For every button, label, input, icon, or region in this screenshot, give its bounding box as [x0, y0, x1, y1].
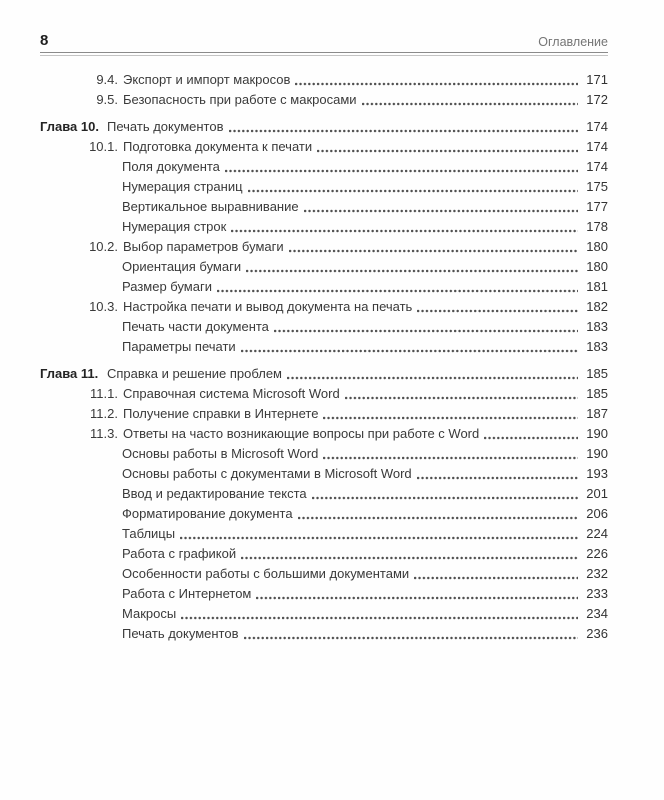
entry-page: 185: [586, 386, 608, 401]
toc-entry: [0, 624, 664, 644]
entry-page: 201: [586, 486, 608, 501]
entry-title: Размер бумаги: [122, 279, 212, 294]
entry-title: Экспорт и импорт макросов: [123, 72, 291, 87]
entry-title: Форматирование документа: [122, 506, 293, 521]
dot-leader: [229, 129, 579, 133]
entry-title: Справка и решение проблем: [107, 366, 282, 381]
entry-page: 171: [586, 72, 608, 87]
entry-title: Нумерация строк: [122, 219, 227, 234]
entry-title: Вертикальное выравнивание: [122, 199, 299, 214]
dot-leader: [248, 189, 578, 193]
dot-leader: [417, 309, 578, 313]
toc-entry: [0, 177, 664, 197]
dot-leader: [289, 249, 578, 253]
entry-title: Работа с Интернетом: [122, 586, 252, 601]
toc-entry: [0, 524, 664, 544]
entry-page: 236: [586, 626, 608, 641]
entry-page: 234: [586, 606, 608, 621]
toc-entry: [0, 384, 664, 404]
toc-entry: [0, 257, 664, 277]
entry-page: 174: [586, 139, 608, 154]
toc-entry: [0, 444, 664, 464]
dot-leader: [417, 476, 578, 480]
dot-leader: [274, 329, 578, 333]
toc-entry: [0, 137, 664, 157]
toc-entry: [0, 157, 664, 177]
entry-page: 174: [586, 119, 608, 134]
toc-entry: [0, 277, 664, 297]
dot-leader: [323, 416, 578, 420]
entry-page: 180: [586, 239, 608, 254]
dot-leader: [246, 269, 578, 273]
entry-page: 187: [586, 406, 608, 421]
toc-entry: [0, 464, 664, 484]
toc-entry: [0, 584, 664, 604]
entry-title: Поля документа: [122, 159, 220, 174]
entry-page: 233: [586, 586, 608, 601]
entry-title: Нумерация страниц: [122, 179, 243, 194]
entry-title: Подготовка документа к печати: [123, 139, 313, 154]
dot-leader: [287, 376, 578, 380]
entry-page: 226: [586, 546, 608, 561]
toc-entry: [0, 364, 664, 384]
entry-title: Печать документов: [122, 626, 239, 641]
entry-title: Ввод и редактирование текста: [122, 486, 307, 501]
toc-entry: [0, 217, 664, 237]
entry-number: 11.1.: [90, 386, 118, 401]
entry-number: 11.2.: [90, 406, 118, 421]
dot-leader: [217, 289, 578, 293]
entry-title: Настройка печати и вывод документа на печать: [123, 299, 413, 314]
dot-leader: [414, 576, 578, 580]
entry-page: 190: [586, 446, 608, 461]
entry-title: Параметры печати: [122, 339, 236, 354]
toc-entry: [0, 484, 664, 504]
entry-page: 175: [586, 179, 608, 194]
entry-page: 178: [586, 219, 608, 234]
entry-title: Особенности работы с большими документами: [122, 566, 410, 581]
entry-page: 232: [586, 566, 608, 581]
toc-entry: [0, 604, 664, 624]
entry-title: Основы работы с документами в Microsoft Word: [122, 466, 412, 481]
toc-entry: [0, 504, 664, 524]
entry-title: Работа с графикой: [122, 546, 237, 561]
toc-entry: [0, 564, 664, 584]
chapter-label: Глава 10.: [40, 119, 99, 134]
entry-page: 182: [586, 299, 608, 314]
page-header: [40, 0, 608, 48]
entry-title: Основы работы в Microsoft Word: [122, 446, 319, 461]
dot-leader: [317, 149, 578, 153]
entry-title: Получение справки в Интернете: [123, 406, 319, 421]
toc-entry: [0, 70, 664, 90]
entry-title: Печать документов: [107, 119, 224, 134]
dot-leader: [241, 556, 578, 560]
dot-leader: [304, 209, 578, 213]
entry-page: 224: [586, 526, 608, 541]
toc-entry: [0, 197, 664, 217]
toc-list: [0, 70, 664, 644]
entry-title: Безопасность при работе с макросами: [123, 92, 357, 107]
dot-leader: [244, 636, 579, 640]
entry-number: 9.4.: [96, 72, 118, 87]
chapter-label: Глава 11.: [40, 366, 99, 381]
entry-title: Ответы на часто возникающие вопросы при работе с Word: [123, 426, 480, 441]
entry-page: 190: [586, 426, 608, 441]
entry-title: Таблицы: [122, 526, 176, 541]
entry-number: 10.3.: [89, 299, 118, 314]
dot-leader: [362, 102, 578, 106]
dot-leader: [241, 349, 578, 353]
entry-page: 180: [586, 259, 608, 274]
dot-leader: [298, 516, 578, 520]
toc-entry: [0, 544, 664, 564]
entry-page: 172: [586, 92, 608, 107]
dot-leader: [181, 616, 578, 620]
dot-leader: [484, 436, 578, 440]
dot-leader: [256, 596, 578, 600]
entry-title: Выбор параметров бумаги: [123, 239, 284, 254]
page-number: 8: [40, 32, 49, 49]
toc-entry: [0, 297, 664, 317]
entry-page: 174: [586, 159, 608, 174]
entry-page: 177: [586, 199, 608, 214]
toc-entry: [0, 237, 664, 257]
entry-title: Справочная система Microsoft Word: [123, 386, 340, 401]
dot-leader: [180, 536, 578, 540]
header-rule: [40, 52, 608, 56]
toc-entry: [0, 90, 664, 110]
entry-number: 10.1.: [89, 139, 118, 154]
entry-title: Ориентация бумаги: [122, 259, 242, 274]
entry-page: 183: [586, 339, 608, 354]
running-title: Оглавление: [538, 34, 608, 49]
entry-number: 10.2.: [89, 239, 118, 254]
entry-page: 193: [586, 466, 608, 481]
toc-entry: [0, 424, 664, 444]
entry-page: 183: [586, 319, 608, 334]
dot-leader: [312, 496, 578, 500]
entry-page: 206: [586, 506, 608, 521]
entry-title: Печать части документа: [122, 319, 269, 334]
entry-title: Макросы: [122, 606, 177, 621]
toc-entry: [0, 317, 664, 337]
entry-number: 11.3.: [90, 426, 118, 441]
toc-entry: [0, 337, 664, 357]
entry-page: 181: [586, 279, 608, 294]
toc-entry: [0, 117, 664, 137]
dot-leader: [225, 169, 578, 173]
entry-number: 9.5.: [96, 92, 118, 107]
dot-leader: [231, 229, 578, 233]
dot-leader: [323, 456, 578, 460]
dot-leader: [295, 82, 578, 86]
toc-entry: [0, 404, 664, 424]
entry-page: 185: [586, 366, 608, 381]
dot-leader: [345, 396, 578, 400]
